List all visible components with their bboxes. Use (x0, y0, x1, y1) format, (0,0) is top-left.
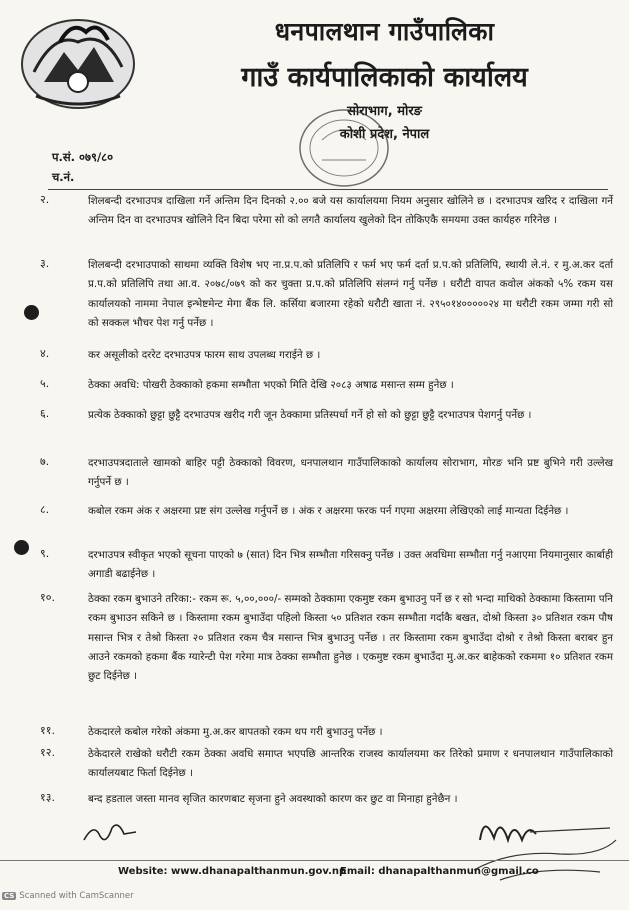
office-name: गाउँ कार्यपालिकाको कार्यालय (241, 62, 528, 93)
item-number: १२. (40, 746, 55, 759)
footer-divider (0, 860, 629, 861)
footer-website: Website: www.dhanapalthanmun.gov.np (118, 866, 347, 877)
signature-icon (80, 818, 140, 848)
item-number: ७. (40, 455, 50, 468)
list-item (40, 346, 615, 366)
item-number: ४. (40, 347, 50, 360)
list-item (40, 454, 615, 494)
item-text: कर असूलीको दररेट दरभाउपत्र फारम साथ उपलब्ध गराईने छ । (88, 349, 321, 361)
watermark-text: Scanned with CamScanner (19, 891, 134, 901)
item-number: १३. (40, 791, 55, 804)
item-number: ५. (40, 377, 50, 390)
letter-number: प.सं. ०७९/८० (52, 150, 114, 164)
item-number: ८. (40, 503, 50, 516)
item-text: ठेक्का रकम बुभाउने तरिका:- रकम रू. ५,००,०००/- सम्मको ठेक्कामा एकमुष्ट रकम बुभाउनु पर्ने छ र सो भन्दा माथिको ठेक्कामा किस्तामा पनि रकम बुभाउन सकिने छ । किस्तामा रकम बुभाउँदा पहिलो किस्ता ५० प्रतिशत रकम सम्भौता गर्दाकै बखत, दोश्रो किस्ता ३० प्रतिशत रकम पौष मसान्त भित्र र तेश्रो किस्ता २० प्रतिशत रकम चैत्र मसान्त भित्र बुभाउनु पर्नेछ । तर किस्तामा रकम बुभाउँदा दोश्रो र तेश्रो किस्ता बराबर हुन आउने रकमको हकमा बैंक ग्यारेन्टी पेश गरेमा मात्र ठेक्का सम्भौता हुनेछ । एकमुष्ट रकम बुभाउँदा मु.अ.कर बाहेकको रकममा १० प्रतिशत रकम छुट दिईनेछ । (88, 593, 614, 683)
list-item (40, 546, 615, 586)
address-line-2: कोशी प्रदेश, नेपाल (339, 127, 430, 142)
punch-hole-icon (24, 305, 39, 320)
item-text: ठेक्का अवधि: पोखरी ठेक्काको हकमा सम्भौता भएको मिति देखि २०८३ अषाढ मसान्त सम्म हुनेछ । (88, 379, 454, 391)
list-item (40, 590, 615, 708)
municipality-name: धनपालथान गाउँपालिका (274, 17, 495, 46)
list-item (40, 502, 615, 542)
item-text: ठेकेदारले राखेको धरौटी रकम ठेक्का अवधि समाप्त भएपछि आन्तरिक राजस्व कार्यालयमा कर तिरेको प्रमाण र धनपालथान गाउँपालिकाको कार्यालयबाट फिर्ता दिईनेछ । (88, 748, 613, 780)
list-item (40, 723, 615, 743)
nepal-emblem-icon (14, 12, 142, 112)
camscanner-logo-icon: CS (4, 892, 15, 900)
header-divider (48, 189, 608, 190)
item-text: शिलबन्दी दरभाउपत्र दाखिला गर्ने अन्तिम दिन दिनको २.०० बजे यस कार्यालयमा नियम अनुसार खोलिने छ । दरभाउपत्र खरिद र दाखिला गर्ने अन्तिम दिन वा दरभाउपत्र खोलिने दिन बिदा परेमा सो को लगतै कार्यालय खुलेको दिन तोकिएकै समयमा उक्त कार्यहरु गरिनेछ । (88, 195, 613, 227)
item-text: दरभाउपत्र स्वीकृत भएको सूचना पाएको ७ (सात) दिन भित्र सम्भौता गरिसक्नु पर्नेछ । उक्त अवधिमा सम्भौता गर्नु नआएमा नियमानुसार कार्बाही अगाडी बढाईनेछ । (88, 549, 613, 581)
item-number: २. (40, 193, 50, 206)
list-item (40, 406, 615, 446)
address-line-1: सोराभाग, मोरङ (347, 104, 422, 119)
punch-hole-icon (14, 540, 29, 555)
list-item (40, 256, 615, 336)
item-number: ३. (40, 257, 50, 270)
list-item (40, 192, 615, 250)
item-text: ठेकदारले कबोल गरेको अंकमा मु.अ.कर बापतको रकम थप गरी बुभाउनु पर्नेछ । (88, 726, 383, 738)
item-text: प्रत्येक ठेक्काको छुट्टा छुट्टै दरभाउपत्र खरीद गरी जून ठेक्कामा प्रतिस्पर्धा गर्ने हो सो को छुट्टा छुट्टै दरभाउपत्र पेशगर्नु पर्नेछ । (88, 409, 532, 421)
scanner-watermark (2, 891, 134, 901)
item-text: कबोल रकम अंक र अक्षरमा प्रष्ट संग उल्लेख गर्नुपर्ने छ । अंक र अक्षरमा फरक पर्न गएमा अक्षरमा लेखिएको लाई मान्यता दिईनेछ । (88, 505, 569, 517)
list-item (40, 376, 615, 396)
item-number: १०. (40, 591, 55, 604)
office-stamp-icon (292, 100, 392, 190)
signature-stamp-icon (470, 810, 620, 900)
list-item (40, 745, 615, 785)
item-number: ६. (40, 407, 50, 420)
item-number: ११. (40, 724, 55, 737)
item-text: दरभाउपत्रदाताले खामको बाहिर पट्टी ठेक्काको विवरण, धनपालथान गाउँपालिकाको कार्यालय सोराभाग, मोरङ भनि प्रष्ट बुभिने गरी उल्लेख गर्नुपर्ने छ । (88, 457, 613, 489)
item-text: शिलबन्दी दरभाउपाको साथमा व्यक्ति विशेष भए ना.प्र.प.को प्रतिलिपि र फर्म भए फर्म दर्ता प्र.प.को प्रतिलिपि, स्थायी ले.नं. र मु.अ.कर दर्ता प्र.प.को प्रतिलिपि तथा आ.व. २०७८/०७९ को कर चुक्ता प्र.प.को प्रतिलिपि संलग्नं गर्नु पर्नेछ । धरौटी वापत कवोल अंकको ५% रकम यस कार्यालयको नाममा नेपाल इन्भेष्टमेन्ट मेगा बैंक लि. कर्सिया बजारमा रहेको धरौटी खाता नं. २९५०१४०००००२४ मा धरौटी रकम जम्मा गरी सो को सक्कल भौचर पेश गर्नु पर्नेछ । (88, 259, 613, 329)
footer-email: Email: dhanapalthanmun@gmail.co (340, 866, 539, 877)
item-text: बन्द हडताल जस्ता मानव सृजित कारणबाट सृजना हुने अवस्थाको कारण कर छुट वा मिनाहा हुनेछैन । (88, 793, 458, 805)
item-number: ९. (40, 547, 50, 560)
dispatch-number: च.नं. (52, 170, 75, 184)
